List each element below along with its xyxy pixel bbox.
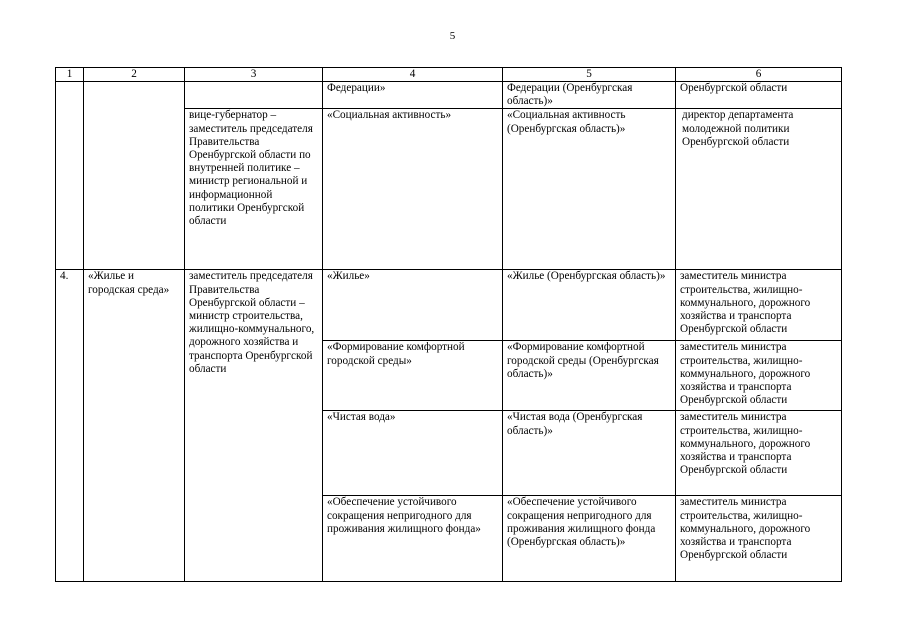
curator-cell: заместитель председателя Правительства Оренбургской области – министр строительства, жилищно-коммунального, дорожного хозяйства и транспорта Оренбургской области bbox=[185, 270, 323, 582]
table-row bbox=[56, 82, 842, 109]
regional-project-cell: Федерации (Оренбургская область)» bbox=[503, 82, 676, 109]
project-head-cell: заместитель министра строительства, жилищно-коммунального, дорожного хозяйства и транспорта Оренбургской области bbox=[676, 270, 842, 341]
curator-cell: вице-губернатор – заместитель председателя Правительства Оренбургской области по внутренней политике – министр региональной и информационной политики Оренбургской области bbox=[185, 109, 323, 270]
regional-project-cell: «Жилье (Оренбургская область)» bbox=[503, 270, 676, 341]
table-header-row bbox=[56, 68, 842, 82]
project-head-cell: заместитель министра строительства, жилищно-коммунального, дорожного хозяйства и транспорта Оренбургской области bbox=[676, 341, 842, 411]
regional-project-cell: «Формирование комфортной городской среды (Оренбургская область)» bbox=[503, 341, 676, 411]
federal-project-cell: «Жилье» bbox=[323, 270, 503, 341]
federal-project-cell: Федерации» bbox=[323, 82, 503, 109]
federal-project-cell: «Обеспечение устойчивого сокращения непригодного для проживания жилищного фонда» bbox=[323, 496, 503, 582]
project-name-cell: «Жилье и городская среда» bbox=[84, 270, 185, 582]
column-header: 3 bbox=[185, 68, 323, 82]
project-head-cell: Оренбургской области bbox=[676, 82, 842, 109]
regional-project-cell: «Обеспечение устойчивого сокращения непригодного для проживания жилищного фонда (Оренбургская область)» bbox=[503, 496, 676, 582]
federal-project-cell: «Формирование комфортной городской среды» bbox=[323, 341, 503, 411]
column-header: 1 bbox=[56, 68, 84, 82]
federal-project-cell: «Социальная активность» bbox=[323, 109, 503, 270]
regional-project-cell: «Чистая вода (Оренбургская область)» bbox=[503, 411, 676, 496]
curator-cell bbox=[185, 82, 323, 109]
column-header: 2 bbox=[84, 68, 185, 82]
projects-table bbox=[55, 67, 842, 582]
project-name-cell bbox=[84, 82, 185, 270]
project-head-cell: заместитель министра строительства, жилищно-коммунального, дорожного хозяйства и транспорта Оренбургской области bbox=[676, 496, 842, 582]
project-head-cell: директор департамента молодежной политики Оренбургской области bbox=[676, 109, 842, 270]
table-row bbox=[56, 270, 842, 341]
project-head-cell: заместитель министра строительства, жилищно-коммунального, дорожного хозяйства и транспорта Оренбургской области bbox=[676, 411, 842, 496]
federal-project-cell: «Чистая вода» bbox=[323, 411, 503, 496]
column-header: 4 bbox=[323, 68, 503, 82]
regional-project-cell: «Социальная активность (Оренбургская область)» bbox=[503, 109, 676, 270]
item-number-cell bbox=[56, 82, 84, 270]
item-number-cell: 4. bbox=[56, 270, 84, 582]
column-header: 5 bbox=[503, 68, 676, 82]
column-header: 6 bbox=[676, 68, 842, 82]
page-number: 5 bbox=[449, 30, 456, 42]
